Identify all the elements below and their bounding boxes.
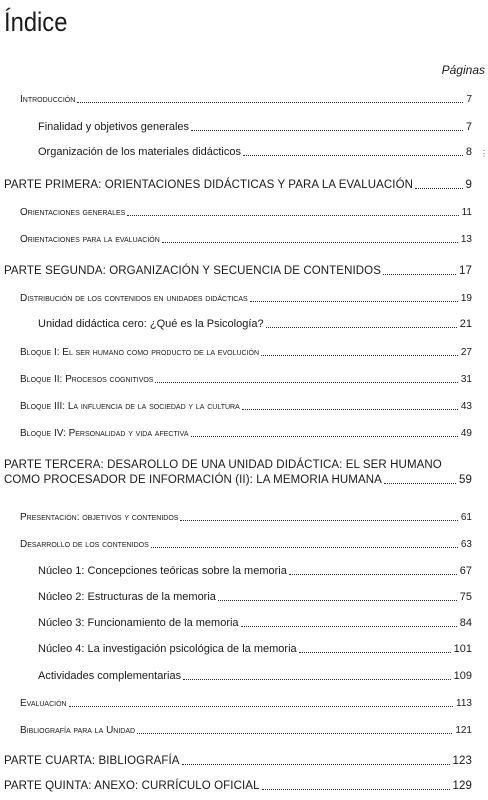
toc-entry[interactable]	[20, 400, 472, 413]
leader-dots	[69, 705, 453, 707]
leader-dots	[243, 154, 463, 156]
toc-entry[interactable]	[4, 755, 472, 768]
toc-entry[interactable]	[20, 206, 472, 219]
toc-page-number: 101	[453, 643, 472, 655]
toc-entry[interactable]	[38, 591, 472, 604]
leader-dots	[415, 187, 462, 189]
toc-page-number: 43	[460, 401, 472, 412]
toc-entry[interactable]	[20, 233, 472, 246]
toc-entry-label: Unidad didáctica cero: ¿Qué es la Psicología?	[38, 318, 264, 330]
margin-mark: ⋮	[480, 149, 488, 158]
leader-dots	[162, 241, 458, 243]
toc-entry[interactable]	[20, 511, 472, 524]
toc-page-number: 109	[453, 670, 472, 682]
toc-entry[interactable]	[20, 292, 472, 305]
toc-entry-label: Bloque IV: Personalidad y vida afectiva	[20, 428, 189, 439]
toc-entry-label: Núcleo 4: La investigación psicológica de la memoria	[38, 643, 297, 655]
toc-entry[interactable]	[20, 697, 472, 710]
toc-page-number: 67	[459, 565, 472, 577]
toc-page-number: 19	[460, 293, 472, 304]
toc-page-number: 9	[465, 179, 472, 191]
toc-entry[interactable]	[38, 121, 472, 134]
leader-dots	[383, 273, 456, 275]
toc-page-number: 17	[459, 265, 472, 277]
leader-dots	[250, 300, 458, 302]
leader-dots	[137, 732, 452, 734]
leader-dots	[266, 326, 457, 328]
toc-entry-label: Evaluación	[20, 698, 67, 709]
page-title: Índice	[4, 7, 68, 37]
toc-entry-label: Distribución de los contenidos en unidades didácticas	[20, 293, 248, 304]
toc-entry[interactable]	[4, 179, 472, 192]
toc-entry-label: PARTE PRIMERA: ORIENTACIONES DIDÁCTICAS Y PARA LA EVALUACIÓN	[4, 179, 414, 191]
leader-dots	[151, 546, 458, 548]
toc-entry[interactable]	[4, 474, 472, 487]
toc-entry-label-line1: PARTE TERCERA: DESAROLLO DE UNA UNIDAD DIDÁCTICA: EL SER HUMANO	[4, 459, 442, 471]
toc-entry[interactable]	[20, 373, 472, 386]
toc-entry-label: PARTE QUINTA: ANEXO: CURRÍCULO OFICIAL	[4, 780, 260, 792]
toc-entry-label: Bloque II: Procesos cognitivos	[20, 374, 154, 385]
toc-page-number: 7	[465, 121, 472, 133]
leader-dots	[242, 408, 458, 410]
toc-page-number: 121	[455, 725, 472, 736]
toc-entry-label: PARTE SEGUNDA: ORGANIZACIÓN Y SECUENCIA DE CONTENIDOS	[4, 265, 381, 277]
toc-page-number: 113	[456, 698, 472, 709]
toc-entry[interactable]	[20, 538, 472, 551]
leader-dots	[241, 625, 457, 627]
leader-dots	[299, 651, 451, 653]
toc-entry-label: Núcleo 3: Funcionamiento de la memoria	[38, 617, 239, 629]
toc-entry[interactable]	[38, 318, 472, 331]
toc-page-number: 63	[460, 539, 472, 550]
toc-entry[interactable]	[38, 643, 472, 656]
toc-entry[interactable]	[4, 265, 472, 278]
toc-entry-label: Desarrollo de los contenidos	[20, 539, 149, 550]
toc-entry[interactable]	[38, 146, 472, 159]
toc-page-number: 21	[459, 318, 472, 330]
toc-entry[interactable]	[20, 724, 472, 737]
toc-page-number: 31	[460, 374, 472, 385]
toc-page-number: 11	[461, 207, 472, 218]
toc-entry[interactable]	[38, 670, 472, 683]
toc-entry-label: Organización de los materiales didácticos	[38, 146, 241, 158]
leader-dots	[261, 354, 458, 356]
toc-entry-label: Bibliografía para la Unidad	[20, 725, 136, 736]
toc-entry[interactable]	[38, 617, 472, 630]
toc-entry-label: Finalidad y objetivos generales	[38, 121, 190, 133]
leader-dots	[183, 678, 451, 680]
toc-entry[interactable]	[20, 427, 472, 440]
leader-dots	[262, 788, 450, 790]
pages-column-header: Páginas	[441, 63, 485, 77]
toc-page-number: 129	[452, 780, 472, 792]
toc-entry-label: Bloque III: La influencia de la sociedad y la cultura	[20, 401, 240, 412]
leader-dots	[77, 101, 463, 103]
toc-page-number: 7	[466, 94, 472, 105]
toc-entry-label: Presentación: objetivos y contenidos	[20, 512, 179, 523]
toc-entry-label: Núcleo 2: Estructuras de la memoria	[38, 591, 216, 603]
toc-page-number: 75	[459, 591, 472, 603]
leader-dots	[289, 573, 457, 575]
toc-entry-label: Orientaciones generales	[20, 207, 126, 218]
leader-dots	[191, 435, 458, 437]
leader-dots	[384, 482, 456, 484]
toc-entry[interactable]	[20, 93, 472, 106]
toc-entry[interactable]	[20, 346, 472, 359]
toc-page-number: 8	[465, 146, 472, 158]
leader-dots	[127, 214, 458, 216]
toc-page-number: 61	[460, 512, 472, 523]
toc-page-number: 27	[460, 347, 472, 358]
toc-entry-label: Introducción	[20, 94, 76, 105]
toc-entry-label-line2: COMO PROCESADOR DE INFORMACIÓN (II): LA MEMORIA HUMANA	[4, 474, 382, 486]
toc-entry-label: Núcleo 1: Concepciones teóricas sobre la memoria	[38, 565, 287, 577]
leader-dots	[155, 381, 457, 383]
toc-entry-label: Actividades complementarias	[38, 670, 182, 682]
toc-entry-label: Orientaciones para la evaluación	[20, 234, 160, 245]
toc-page-number: 59	[459, 474, 472, 486]
toc-entry-label: PARTE CUARTA: BIBLIOGRAFÍA	[4, 755, 180, 767]
toc-page-number: 13	[460, 234, 472, 245]
toc-page-number: 84	[459, 617, 472, 629]
leader-dots	[180, 519, 457, 521]
leader-dots	[191, 129, 463, 131]
toc-entry[interactable]	[4, 780, 472, 793]
toc-page-number: 49	[460, 428, 472, 439]
leader-dots	[182, 763, 450, 765]
toc-entry[interactable]	[38, 565, 472, 578]
toc-page-number: 123	[452, 755, 472, 767]
leader-dots	[218, 599, 457, 601]
toc-entry-label: Bloque I: El ser humano como producto de la evolución	[20, 347, 260, 358]
